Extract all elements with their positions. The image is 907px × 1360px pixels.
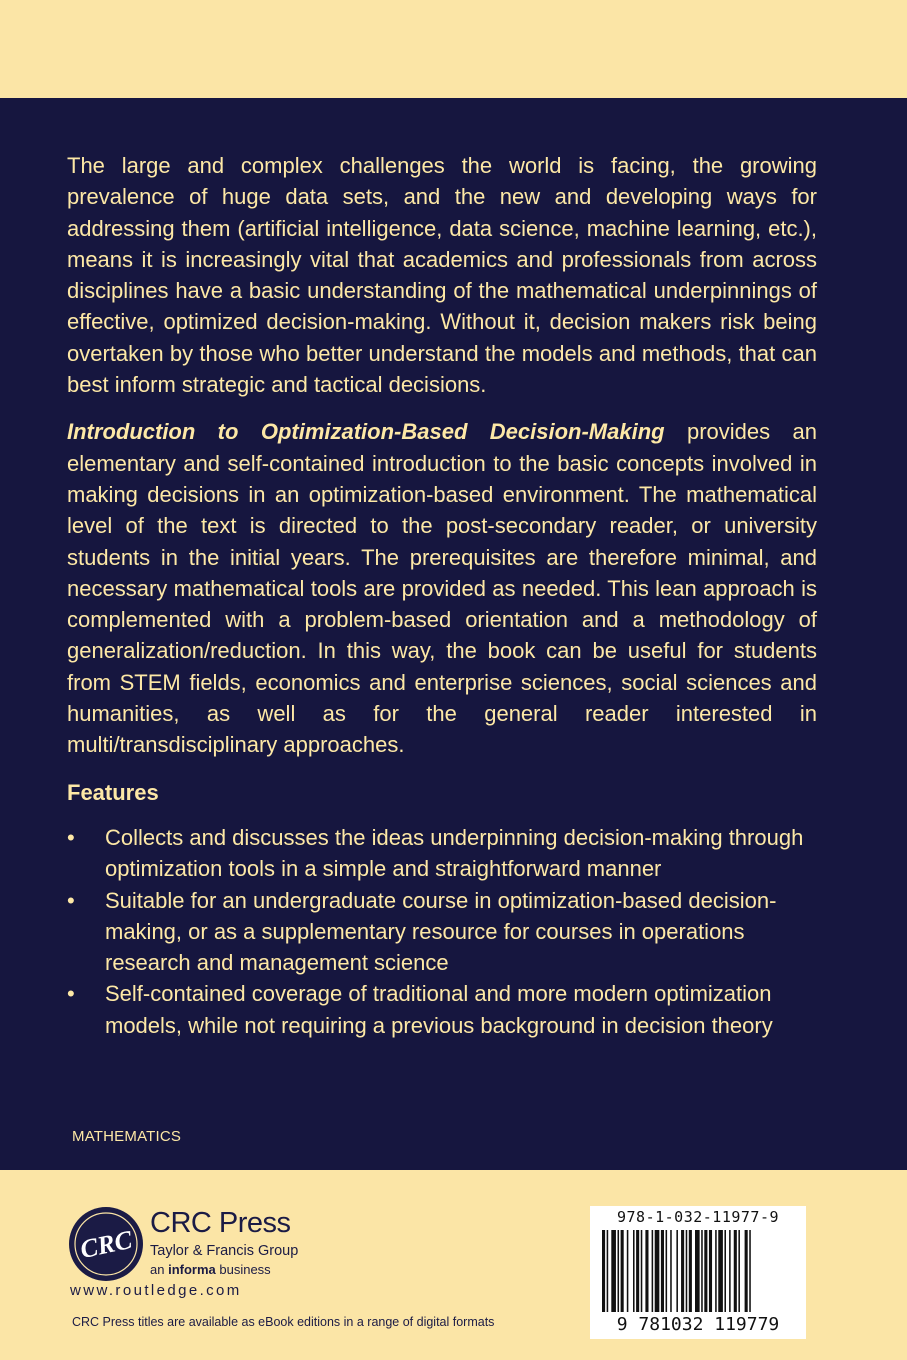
barcode-bar bbox=[645, 1230, 648, 1312]
barcode-bar bbox=[738, 1230, 740, 1312]
publisher-name: CRC Press bbox=[150, 1207, 291, 1239]
barcode-bar bbox=[715, 1230, 717, 1312]
barcode-bar bbox=[701, 1230, 703, 1312]
barcode-bar bbox=[709, 1230, 712, 1312]
barcode-bar bbox=[686, 1230, 688, 1312]
back-cover-panel bbox=[0, 98, 907, 1170]
ebook-note: CRC Press titles are available as eBook editions in a range of digital formats bbox=[72, 1315, 495, 1329]
barcode-bar bbox=[641, 1230, 643, 1312]
barcode-bar bbox=[670, 1230, 672, 1312]
features-list bbox=[67, 822, 817, 1041]
barcode-bar bbox=[729, 1230, 731, 1312]
barcode-bar bbox=[661, 1230, 664, 1312]
top-band bbox=[0, 0, 907, 98]
book-title: Introduction to Optimization-Based Decision-Making bbox=[67, 419, 665, 445]
subject-category: MATHEMATICS bbox=[72, 1128, 182, 1145]
feature-item bbox=[67, 885, 817, 979]
features-heading: Features bbox=[67, 779, 159, 805]
barcode-bar bbox=[618, 1230, 620, 1312]
informa-brand: informa bbox=[168, 1262, 216, 1277]
barcode-bar bbox=[695, 1230, 700, 1312]
barcode-bar bbox=[745, 1230, 748, 1312]
feature-item bbox=[67, 978, 817, 1041]
barcode-bar bbox=[607, 1230, 609, 1312]
feature-text: Self-contained coverage of traditional and more modern optimization models, while not requiring a previous background in decision theory bbox=[105, 981, 773, 1038]
barcode-bar bbox=[627, 1230, 629, 1312]
barcode-bar bbox=[633, 1230, 635, 1312]
barcode-bar bbox=[704, 1230, 707, 1312]
barcode-bar bbox=[681, 1230, 684, 1312]
publisher-group: Taylor & Francis Group bbox=[150, 1243, 299, 1259]
feature-item bbox=[67, 822, 817, 885]
barcode-bar bbox=[718, 1230, 723, 1312]
barcode-bar bbox=[734, 1230, 737, 1312]
barcode-bar bbox=[676, 1230, 678, 1312]
description-paragraph-2-text: provides an elementary and self-contained introduction to the basic concepts involved in making decisions in an optimization-based environment. The mathematical level of the text is directed to the post-secondary reader, or university students in the initial years. The prerequisites are therefore minimal, and necessary mathematical tools are provided as needed. This lean approach is complemented with a problem-based orientation and a methodology of generalization/reduction. In this way, the book can be useful for students from STEM fields, economics and enterprise sciences, social sciences and humanities, as well as for the general reader interested in multi/transdisciplinary approaches. bbox=[67, 419, 817, 758]
barcode-bar bbox=[636, 1230, 639, 1312]
barcode-bar bbox=[652, 1230, 654, 1312]
barcode-digits: 9 781032 119779 bbox=[616, 1314, 780, 1335]
barcode-bar bbox=[602, 1230, 605, 1312]
bullet-icon: • bbox=[67, 824, 75, 850]
barcode-bar bbox=[655, 1230, 660, 1312]
barcode-bar bbox=[611, 1230, 616, 1312]
barcode-bar bbox=[724, 1230, 726, 1312]
barcode-bar bbox=[666, 1230, 668, 1312]
informa-line: an informa business bbox=[150, 1262, 271, 1277]
isbn-barcode bbox=[590, 1206, 806, 1339]
description-paragraph-1: The large and complex challenges the world is facing, the growing prevalence of huge data sets, and the new and developing ways for addressing them (artificial intelligence, data science, machine learning, etc.), means it is increasingly vital that academics and professionals from across disciplines have a basic understanding of the mathematical underpinnings of effective, optimized decision-making. Without it, decision makers risk being overtaken by those who better understand the models and methods, that can best inform strategic and tactical decisions. bbox=[67, 153, 817, 398]
feature-text: Suitable for an undergraduate course in optimization-based decision-making, or as a supplementary resource for courses in operations research and management science bbox=[105, 887, 777, 976]
description-paragraph-2 bbox=[67, 416, 817, 760]
bullet-icon: • bbox=[67, 981, 75, 1007]
description-block bbox=[67, 150, 817, 1041]
barcode-bars bbox=[602, 1230, 794, 1312]
publisher-website[interactable]: www.routledge.com bbox=[70, 1282, 242, 1299]
isbn-number: 978-1-032-11977-9 bbox=[616, 1208, 780, 1226]
barcode-bar bbox=[621, 1230, 624, 1312]
publisher-band bbox=[0, 1170, 907, 1360]
crc-logo-icon bbox=[68, 1206, 144, 1282]
barcode-bar bbox=[689, 1230, 692, 1312]
bullet-icon: • bbox=[67, 887, 75, 913]
barcode-bar bbox=[749, 1230, 751, 1312]
feature-text: Collects and discusses the ideas underpinning decision-making through optimization tools in a simple and straightforward manner bbox=[105, 824, 804, 882]
publisher-block bbox=[150, 1208, 298, 1279]
logo-text: CRC bbox=[77, 1224, 135, 1265]
